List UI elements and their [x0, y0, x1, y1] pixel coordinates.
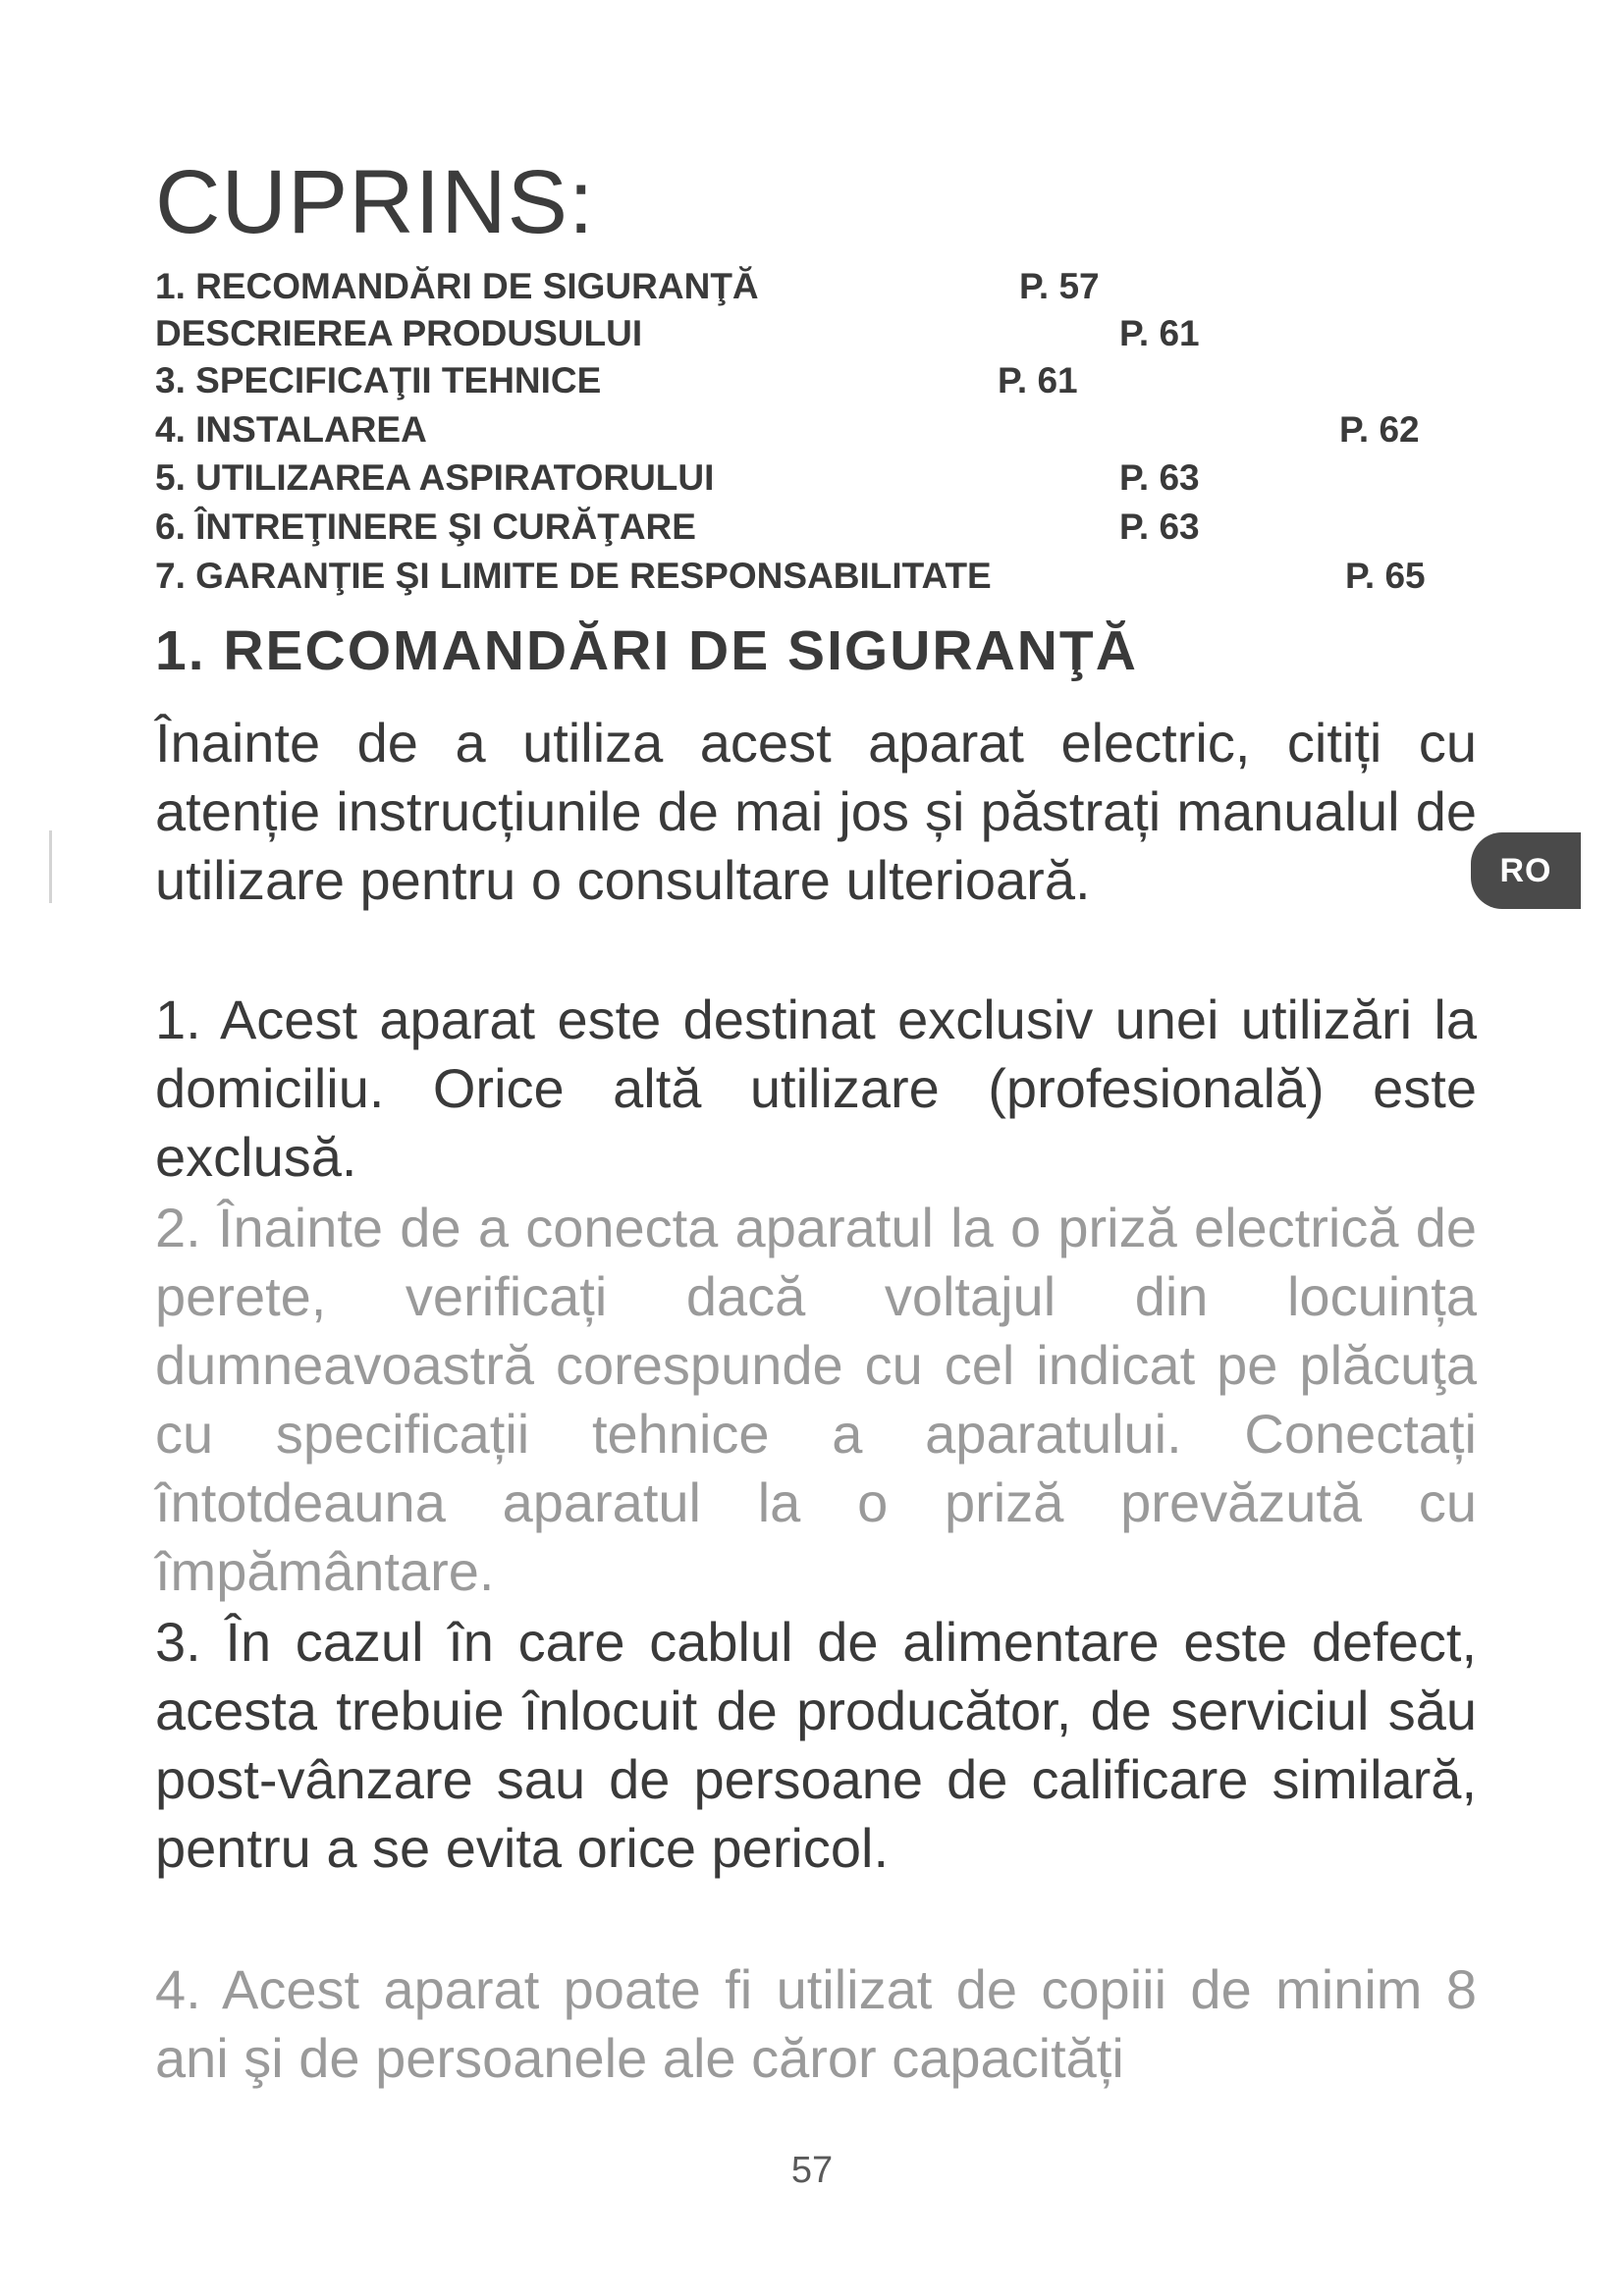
toc-entry-page: P. 61	[1119, 313, 1200, 353]
safety-item-3: 3. În cazul în care cablul de alimentare este defect, acesta trebuie înlocuit de producător, de serviciul său post-vânzare sau de persoane de calificare similară, pentru a se evita orice pericol.	[155, 1611, 1477, 1879]
safety-item-1: 1. Acest aparat este destinat exclusiv unei utilizări la domiciliu. Orice altă utilizare (profesională) este exclusă.	[155, 988, 1477, 1188]
toc-entry-warranty[interactable]	[155, 557, 1432, 596]
toc-entry-label: 3. SPECIFICAŢII TEHNICE	[155, 360, 602, 400]
toc-entry-specifications[interactable]	[155, 361, 1432, 400]
toc-entry-label: 6. ÎNTREŢINERE ŞI CURĂŢARE	[155, 507, 696, 547]
toc-entry-page: P. 63	[1119, 457, 1200, 498]
toc-entry-label: DESCRIEREA PRODUSULUI	[155, 313, 643, 353]
toc-entry-label: 1. RECOMANDĂRI DE SIGURANŢĂ	[155, 266, 759, 306]
toc-entry-page: P. 63	[1119, 507, 1200, 547]
toc-entry-page: P. 65	[1345, 556, 1426, 596]
toc-entry-maintenance[interactable]	[155, 507, 1432, 547]
safety-item-2: 2. Înainte de a conecta aparatul la o priză electrică de perete, verificați dacă voltajul din locuința dumneavoastră corespunde cu cel indicat pe plăcuţa cu specificații tehnice a aparatului. Conectați întotdeauna aparatul la o priză prevăzută cu împământare.	[155, 1197, 1477, 1602]
intro-paragraph: Înainte de a utiliza acest aparat electric, citiți cu atenție instrucțiunile de mai jos și păstrați manualul de utilizare pentru o consultare ulterioară.	[155, 712, 1477, 911]
toc-entry-page: P. 62	[1339, 409, 1420, 450]
toc-entry-label: 5. UTILIZAREA ASPIRATORULUI	[155, 457, 715, 498]
toc-entry-description[interactable]	[155, 314, 1432, 353]
toc-entry-installation[interactable]	[155, 410, 1432, 450]
toc-entry-label: 4. INSTALAREA	[155, 409, 427, 450]
toc-entry-usage[interactable]	[155, 458, 1432, 498]
toc-entry-page: P. 57	[1019, 266, 1100, 306]
margin-divider	[49, 830, 52, 903]
toc-entry-label: 7. GARANŢIE ŞI LIMITE DE RESPONSABILITATE	[155, 556, 992, 596]
section-heading: 1. RECOMANDĂRI DE SIGURANŢĂ	[155, 619, 1138, 682]
language-tab[interactable]: RO	[1471, 832, 1581, 909]
toc-entry-safety[interactable]	[155, 267, 1432, 306]
page-number: 57	[790, 2150, 834, 2191]
toc-entry-page: P. 61	[998, 360, 1078, 400]
page-title: CUPRINS:	[155, 152, 595, 252]
safety-item-4: 4. Acest aparat poate fi utilizat de copiii de minim 8 ani şi de persoanele ale căror capacități	[155, 1958, 1477, 2089]
